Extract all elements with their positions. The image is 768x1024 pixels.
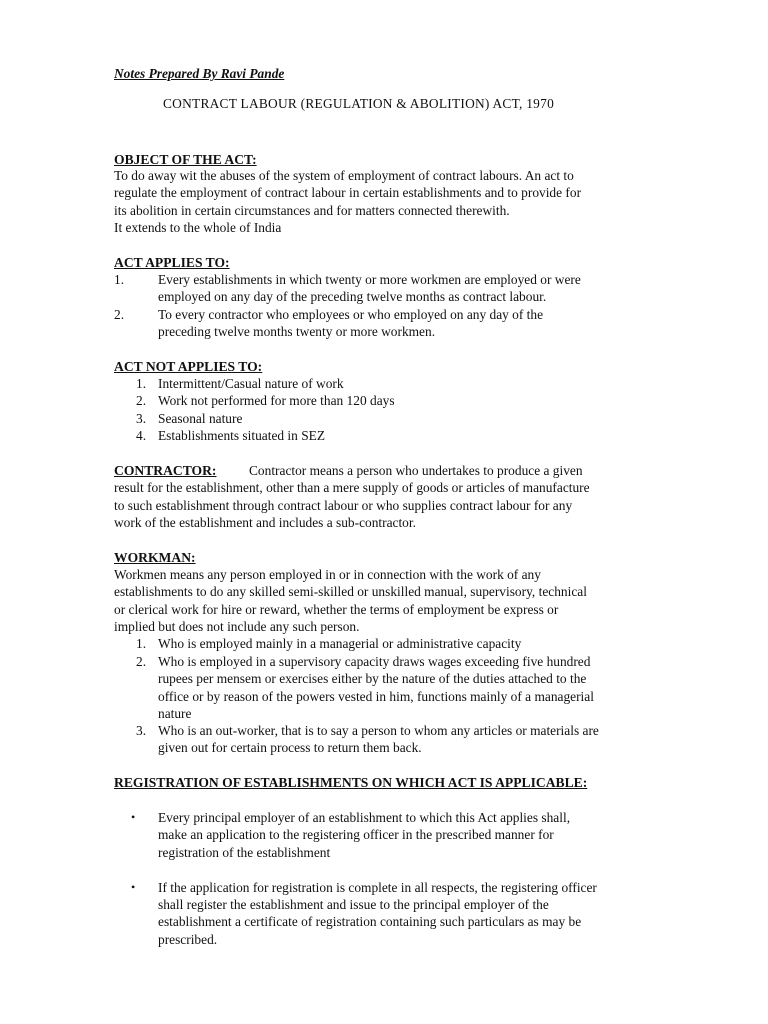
registration-line: shall register the establishment and issue to the principal employer of the — [158, 897, 549, 912]
applies-item-line: To every contractor who employees or who employed on any day of the — [158, 307, 544, 322]
not-applies-number: 3. — [136, 411, 147, 426]
workman-item-line: Who is an out-worker, that is to say a person to whom any articles or materials are — [158, 723, 599, 738]
registration-line: Every principal employer of an establishment to which this Act applies shall, — [158, 810, 571, 825]
applies-item-line: employed on any day of the preceding twelve months as contract labour. — [158, 289, 547, 304]
workman-item-line: Who is employed mainly in a managerial or administrative capacity — [158, 636, 522, 651]
workman-line: establishments to do any skilled semi-skilled or unskilled manual, supervisory, technical — [114, 584, 587, 599]
contractor-first-line: Contractor means a person who undertakes to produce a given — [249, 463, 583, 478]
object-line: To do away wit the abuses of the system of employment of contract labours. An act to — [114, 168, 574, 183]
workman-item-number: 2. — [136, 654, 147, 669]
workman-line: or clerical work for hire or reward, whether the terms of employment be express or — [114, 602, 559, 617]
workman-item-line: Who is employed in a supervisory capacity draws wages exceeding five hundred — [158, 654, 591, 669]
document-title: CONTRACT LABOUR (REGULATION & ABOLITION) ACT, 1970 — [163, 96, 555, 111]
object-line: It extends to the whole of India — [114, 220, 282, 235]
registration-line: registration of the establishment — [158, 845, 331, 860]
not-applies-item: Seasonal nature — [158, 411, 243, 426]
contractor-heading: CONTRACTOR: — [114, 463, 217, 478]
registration-line: If the application for registration is complete in all respects, the registering officer — [158, 880, 597, 895]
workman-item-line: rupees per mensem or exercises either by the nature of the duties attached to the — [158, 671, 587, 686]
contractor-line: to such establishment through contract labour or who supplies contract labour for any — [114, 498, 573, 513]
object-heading: OBJECT OF THE ACT: — [114, 152, 257, 167]
workman-heading: WORKMAN: — [114, 550, 196, 565]
not-applies-number: 4. — [136, 428, 147, 443]
registration-line: prescribed. — [158, 932, 218, 947]
bullet-icon: • — [131, 810, 136, 824]
not-applies-number: 1. — [136, 376, 147, 391]
not-applies-item: Work not performed for more than 120 days — [158, 393, 395, 408]
not-applies-item: Intermittent/Casual nature of work — [158, 376, 344, 391]
workman-item-number: 1. — [136, 636, 147, 651]
not-applies-item: Establishments situated in SEZ — [158, 428, 325, 443]
workman-item-line: office or by reason of the powers vested in him, functions mainly of a managerial — [158, 689, 594, 704]
registration-line: make an application to the registering officer in the prescribed manner for — [158, 827, 554, 842]
workman-item-line: nature — [158, 706, 192, 721]
workman-item-number: 3. — [136, 723, 147, 738]
object-line: its abolition in certain circumstances and for matters connected therewith. — [114, 203, 510, 218]
not-applies-heading: ACT NOT APPLIES TO: — [114, 359, 263, 374]
contractor-line: work of the establishment and includes a sub-contractor. — [114, 515, 416, 530]
applies-item-number: 1. — [114, 272, 125, 287]
object-line: regulate the employment of contract labour in certain establishments and to provide for — [114, 185, 582, 200]
applies-item-line: preceding twelve months twenty or more workmen. — [158, 324, 436, 339]
workman-line: Workmen means any person employed in or in connection with the work of any — [114, 567, 541, 582]
registration-line: establishment a certificate of registration containing such particulars as may be — [158, 914, 582, 929]
applies-heading: ACT APPLIES TO: — [114, 255, 230, 270]
author-note: Notes Prepared By Ravi Pande — [114, 66, 285, 81]
workman-item-line: given out for certain process to return them back. — [158, 740, 422, 755]
not-applies-number: 2. — [136, 393, 147, 408]
workman-line: implied but does not include any such person. — [114, 619, 360, 634]
applies-item-number: 2. — [114, 307, 125, 322]
applies-item-line: Every establishments in which twenty or more workmen are employed or were — [158, 272, 581, 287]
contractor-line: result for the establishment, other than a mere supply of goods or articles of manufacture — [114, 480, 590, 495]
registration-heading: REGISTRATION OF ESTABLISHMENTS ON WHICH ACT IS APPLICABLE: — [114, 775, 588, 790]
bullet-icon: • — [131, 880, 136, 894]
